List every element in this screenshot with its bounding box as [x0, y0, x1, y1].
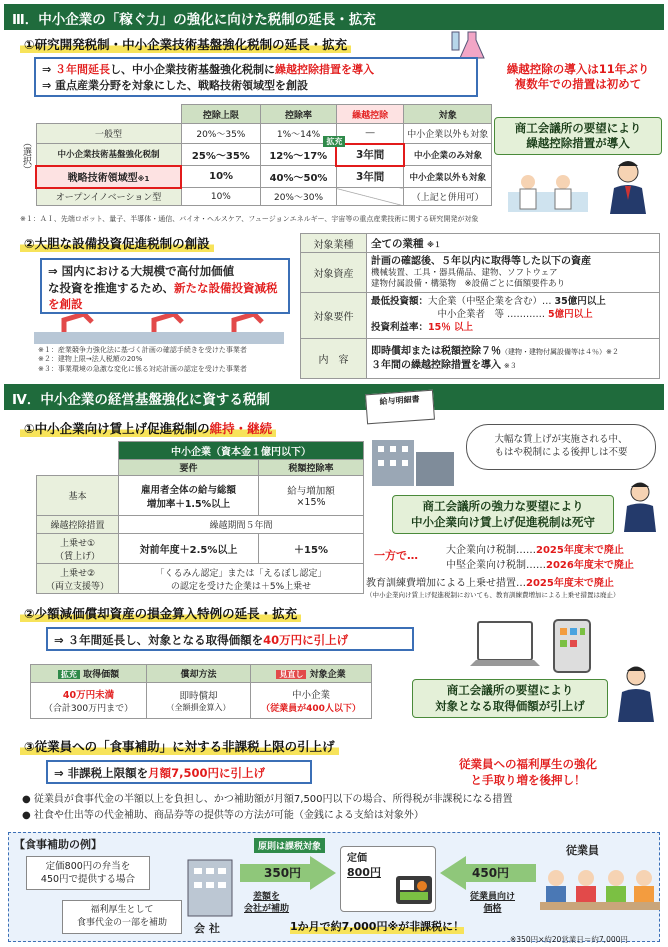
- s2-title: ②大胆な設備投資促進税制の創設: [20, 233, 214, 252]
- s1-side-note: 繰越控除の導入は11年ぶり 複数年での措置は初めて: [506, 62, 650, 91]
- businessman-icon: [618, 478, 662, 534]
- employee-price-amount: 450円: [472, 866, 510, 880]
- s4-1-table: 中小企業（資本金１億円以下） 要件 税額控除率 基本 雇用者全体の給与総額 増加率＋1.5%以上 給与増加額 ×15% 繰越控除措置 繰越期間５年間 上乗せ① （賃上げ） 対前年度＋2.5%以上 ＋15% 上乗せ② （両立支援等） 「くるみん認定」または「えるぼし認定」 の認定を受けた企業は＋5%上乗せ: [36, 441, 364, 594]
- bento-card: 定価 800円: [340, 846, 436, 912]
- s4-2-summary-box: ⇒ ３年間延長し、対象となる取得価額を40万円に引上げ: [46, 627, 414, 651]
- s4-2-title: ②少額減価償却資産の損金算入特例の延長・拡充: [20, 603, 301, 622]
- office-building-icon: [368, 428, 458, 488]
- select-label: （選択）: [21, 137, 31, 174]
- section-3-header: Ⅲ．中小企業の「稼ぐ力」の強化に向けた税制の延長・拡充: [4, 4, 664, 30]
- company-subsidy-note: 差額を 会社が補助: [244, 892, 290, 914]
- s4-2-table: 拡充 取得価額 償却方法 見直し 対象企業 40万円未満 （合計300万円まで） 即時償却 （全額損金算入） 中小企業 （従業員が400人以下）: [30, 664, 372, 719]
- s4-3-side-note: 従業員への福利厚生の強化 と手取り増を後押し！: [459, 757, 597, 787]
- abolish-list: 大企業向け税制……2025年度末で廃止 中堅企業向け税制……2026年度末で廃止: [446, 545, 634, 571]
- s4-2-callout: 商工会議所の要望により 対象となる取得価額が引上げ: [412, 679, 608, 718]
- s2-table: 対象業種 全ての業種 ※１ 対象資産 計画の確認後、５年以内に取得等した以下の資産 機械装置、工具・器具備品、建物、ソフトウェア 建物付属設備・構築物 ※設備ごとに価額要件あり 対象要件 最低投資額：大企業（中堅企業を含む）… 35億円以上 中小企業者 等 ………… 5億円以上 投資利益率：15％ 以上 内 容 即時償却または税額控除７％（建物・建物付属設備等は４％）※２ ３年間の繰越控除措置を導入 ※３: [300, 233, 660, 379]
- ippo-label: 一方で…: [374, 549, 418, 562]
- payslip-icon: 給与明細書: [365, 390, 435, 425]
- businessman-icon: [612, 662, 660, 724]
- s1-table: 控除上限 控除率 繰越控除 対象 （選択） 一般型 20%～35% 1%～14% ― 中小企業以外も対象 中小企業技術基盤強化税制 25%～35% 12%～17% 3年間 拡充 中小企業のみ対象 戦略技術領域型※1 10% 40%～50% 3年間 中小企業以外も対象 オープンイノベーション型 10% 20%～30% （上記と併用可）: [18, 104, 492, 206]
- laptop-icon: [470, 620, 540, 672]
- employees-icon: [540, 858, 660, 924]
- abolish-list-3: 教育訓練費増加による上乗せ措置…2025年度末で廃止: [366, 578, 614, 589]
- employee-price-note: 従業員向け 価格: [470, 892, 516, 914]
- kakuju-tag: 拡充: [323, 136, 345, 147]
- s1-summary-box: ⇒ ３年間延長し、中小企業技術基盤強化税制に繰越控除措置を導入 ⇒ 重点産業分野を対象にした、戦略技術領域型を創設: [34, 57, 478, 97]
- monthly-footnote: ※350円×約20営業日＝約7,000円: [510, 935, 628, 944]
- s2-notes: ※１：産業競争力強化法に基づく計画の確認手続きを受けた事業者 ※２：建物上限→法人税額の20% ※３：事業環境の急激な変化に係る対応計画の認定を受けた事業者: [38, 346, 247, 373]
- businessman-icon: [598, 156, 658, 216]
- example-title: 【食事補助の例】: [14, 838, 102, 851]
- tablet-icon: [550, 618, 594, 674]
- factory-robot-icon: [34, 314, 284, 346]
- company-note: 福利厚生として 食事代金の一部を補助: [62, 900, 182, 934]
- s1-callout: 商工会議所の要望により 繰越控除措置が導入: [494, 117, 662, 155]
- company-label: 会 社: [194, 922, 220, 935]
- company-building-icon: [184, 854, 236, 918]
- s1-title: ①研究開発税制・中小企業技術基盤強化税制の延長・拡充: [20, 34, 351, 53]
- bento-icon: [394, 868, 434, 908]
- speech-bubble: 大幅な賃上げが実施される中、 もはや税制による後押しは不要: [466, 424, 656, 470]
- s4-3-bullets: ● 従業員が食事代金の半額以上を負担し、かつ補助額が月額7,500円以下の場合、所得税が非課税になる措置 ● 社食や仕出等の代金補助、商品券等の提供等の方法が可能（金銭による支給は対象外）: [22, 794, 513, 821]
- s4-1-callout: 商工会議所の強力な要望により 中小企業向け賃上げ促進税制は死守: [392, 495, 614, 534]
- example-case: 定価800円の弁当を 450円で提供する場合: [26, 856, 150, 890]
- s4-1-title: ①中小企業向け賃上げ促進税制の維持・継続: [20, 418, 276, 437]
- monthly-exempt: 1か月で約7,000円※が非課税に！: [290, 920, 465, 933]
- section-4-header: Ⅳ．中小企業の経営基盤強化に資する税制: [4, 384, 664, 410]
- gensoku-tag: 原則は課税対象: [254, 838, 325, 853]
- s4-3-title: ③従業員への「食事補助」に対する非課税上限の引上げ: [20, 736, 339, 755]
- s2-summary-box: ⇒ 国内における大規模で高付加価値 な投資を推進するため、新たな設備投資減税を創設: [40, 258, 290, 314]
- employees-label: 従業員: [566, 844, 599, 857]
- abolish-note: （中小企業向け賃上げ促進税制においても、教育訓練費増加による上乗せ措置は廃止）: [366, 591, 620, 599]
- s1-footnote: ※１：ＡＩ、先端ロボット、量子、半導体・通信、バイオ・ヘルスケア、フュージョンエネルギー、宇宙等の重点産業技術に関する研究開発が対象: [20, 215, 479, 223]
- lab-scene-icon: [508, 170, 588, 214]
- s4-3-summary-box: ⇒ 非課税上限額を月額7,500円に引上げ: [46, 760, 312, 784]
- company-subsidy-amount: 350円: [264, 866, 302, 880]
